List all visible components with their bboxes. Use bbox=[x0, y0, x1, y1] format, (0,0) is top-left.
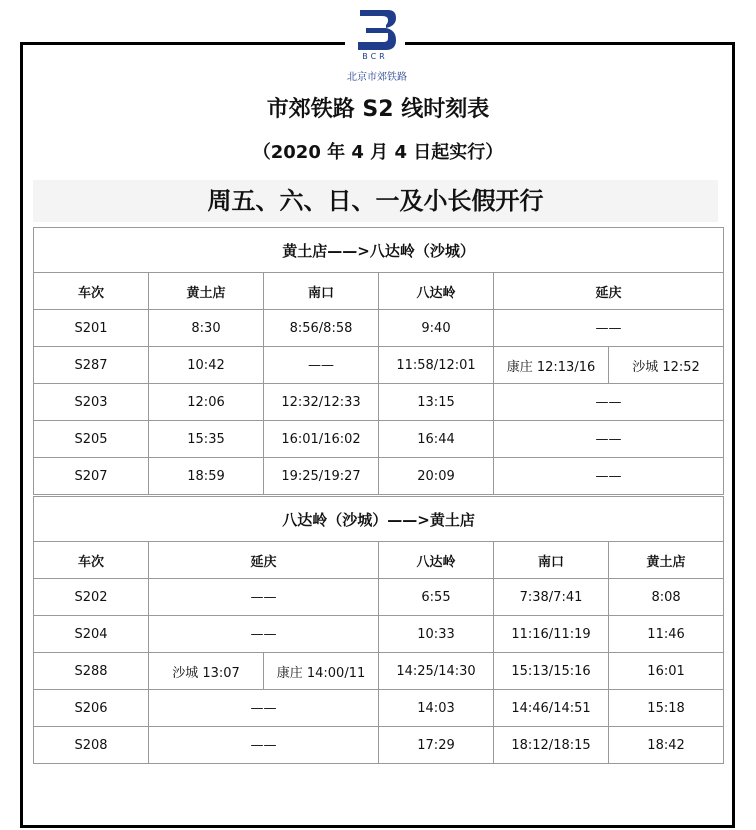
train-number: S287 bbox=[34, 347, 149, 384]
time-cell: 9:40 bbox=[379, 310, 494, 347]
time-cell: 16:44 bbox=[379, 421, 494, 458]
table-row bbox=[34, 653, 724, 690]
table-row bbox=[34, 347, 724, 384]
table-row bbox=[34, 727, 724, 764]
train-number: S201 bbox=[34, 310, 149, 347]
time-cell: 15:35 bbox=[149, 421, 264, 458]
outbound-heading: 黄土店——>八达岭（沙城） bbox=[34, 228, 724, 273]
no-stop-cell: —— bbox=[149, 727, 379, 764]
time-cell: 10:42 bbox=[149, 347, 264, 384]
table-row bbox=[34, 579, 724, 616]
time-cell: —— bbox=[264, 347, 379, 384]
time-cell: 8:56/8:58 bbox=[264, 310, 379, 347]
time-cell: 17:29 bbox=[379, 727, 494, 764]
bcr-logo-icon bbox=[352, 6, 398, 54]
no-stop-cell: —— bbox=[494, 310, 724, 347]
time-cell: 19:25/19:27 bbox=[264, 458, 379, 495]
time-cell: 15:18 bbox=[609, 690, 724, 727]
time-cell: 18:59 bbox=[149, 458, 264, 495]
inbound-heading: 八达岭（沙城）——>黄土店 bbox=[34, 497, 724, 542]
logo-name: 北京市郊铁路 bbox=[347, 72, 407, 83]
column-header: 八达岭 bbox=[379, 542, 494, 579]
page-subtitle: （2020 年 4 月 4 日起实行） bbox=[252, 142, 504, 163]
time-cell: 20:09 bbox=[379, 458, 494, 495]
no-stop-cell: —— bbox=[149, 690, 379, 727]
train-number: S288 bbox=[34, 653, 149, 690]
table-row bbox=[34, 384, 724, 421]
time-cell: 11:16/11:19 bbox=[494, 616, 609, 653]
time-cell: 6:55 bbox=[379, 579, 494, 616]
time-cell: 14:03 bbox=[379, 690, 494, 727]
column-header: 八达岭 bbox=[379, 273, 494, 310]
train-number: S208 bbox=[34, 727, 149, 764]
column-header: 延庆 bbox=[494, 273, 724, 310]
time-cell: 11:46 bbox=[609, 616, 724, 653]
time-cell: 7:38/7:41 bbox=[494, 579, 609, 616]
inbound-timetable bbox=[33, 496, 724, 764]
time-cell: 沙城 13:07 bbox=[149, 653, 264, 690]
column-header: 延庆 bbox=[149, 542, 379, 579]
no-stop-cell: —— bbox=[494, 421, 724, 458]
time-cell: 8:08 bbox=[609, 579, 724, 616]
time-cell: 14:46/14:51 bbox=[494, 690, 609, 727]
time-cell: 8:30 bbox=[149, 310, 264, 347]
time-cell: 康庄 12:13/16 bbox=[494, 347, 609, 384]
column-header: 南口 bbox=[494, 542, 609, 579]
time-cell: 18:42 bbox=[609, 727, 724, 764]
logo-code: BCR bbox=[362, 52, 388, 61]
time-cell: 康庄 14:00/11 bbox=[264, 653, 379, 690]
time-cell: 15:13/15:16 bbox=[494, 653, 609, 690]
time-cell: 12:32/12:33 bbox=[264, 384, 379, 421]
column-header: 车次 bbox=[34, 542, 149, 579]
column-header: 车次 bbox=[34, 273, 149, 310]
train-number: S202 bbox=[34, 579, 149, 616]
column-header: 黄土店 bbox=[149, 273, 264, 310]
table-row bbox=[34, 421, 724, 458]
service-banner: 周五、六、日、一及小长假开行 bbox=[33, 180, 718, 222]
column-header: 黄土店 bbox=[609, 542, 724, 579]
time-cell: 16:01 bbox=[609, 653, 724, 690]
table-row bbox=[34, 616, 724, 653]
table-row bbox=[34, 458, 724, 495]
time-cell: 14:25/14:30 bbox=[379, 653, 494, 690]
no-stop-cell: —— bbox=[149, 579, 379, 616]
time-cell: 沙城 12:52 bbox=[609, 347, 724, 384]
column-header: 南口 bbox=[264, 273, 379, 310]
page-title: 市郊铁路 S2 线时刻表 bbox=[266, 97, 490, 122]
no-stop-cell: —— bbox=[494, 458, 724, 495]
bcr-logo bbox=[345, 6, 407, 83]
time-cell: 16:01/16:02 bbox=[264, 421, 379, 458]
outbound-timetable bbox=[33, 227, 724, 495]
no-stop-cell: —— bbox=[149, 616, 379, 653]
train-number: S207 bbox=[34, 458, 149, 495]
table-row bbox=[34, 310, 724, 347]
table-row bbox=[34, 690, 724, 727]
train-number: S206 bbox=[34, 690, 149, 727]
train-number: S203 bbox=[34, 384, 149, 421]
no-stop-cell: —— bbox=[494, 384, 724, 421]
train-number: S204 bbox=[34, 616, 149, 653]
time-cell: 12:06 bbox=[149, 384, 264, 421]
time-cell: 13:15 bbox=[379, 384, 494, 421]
train-number: S205 bbox=[34, 421, 149, 458]
time-cell: 11:58/12:01 bbox=[379, 347, 494, 384]
time-cell: 18:12/18:15 bbox=[494, 727, 609, 764]
time-cell: 10:33 bbox=[379, 616, 494, 653]
